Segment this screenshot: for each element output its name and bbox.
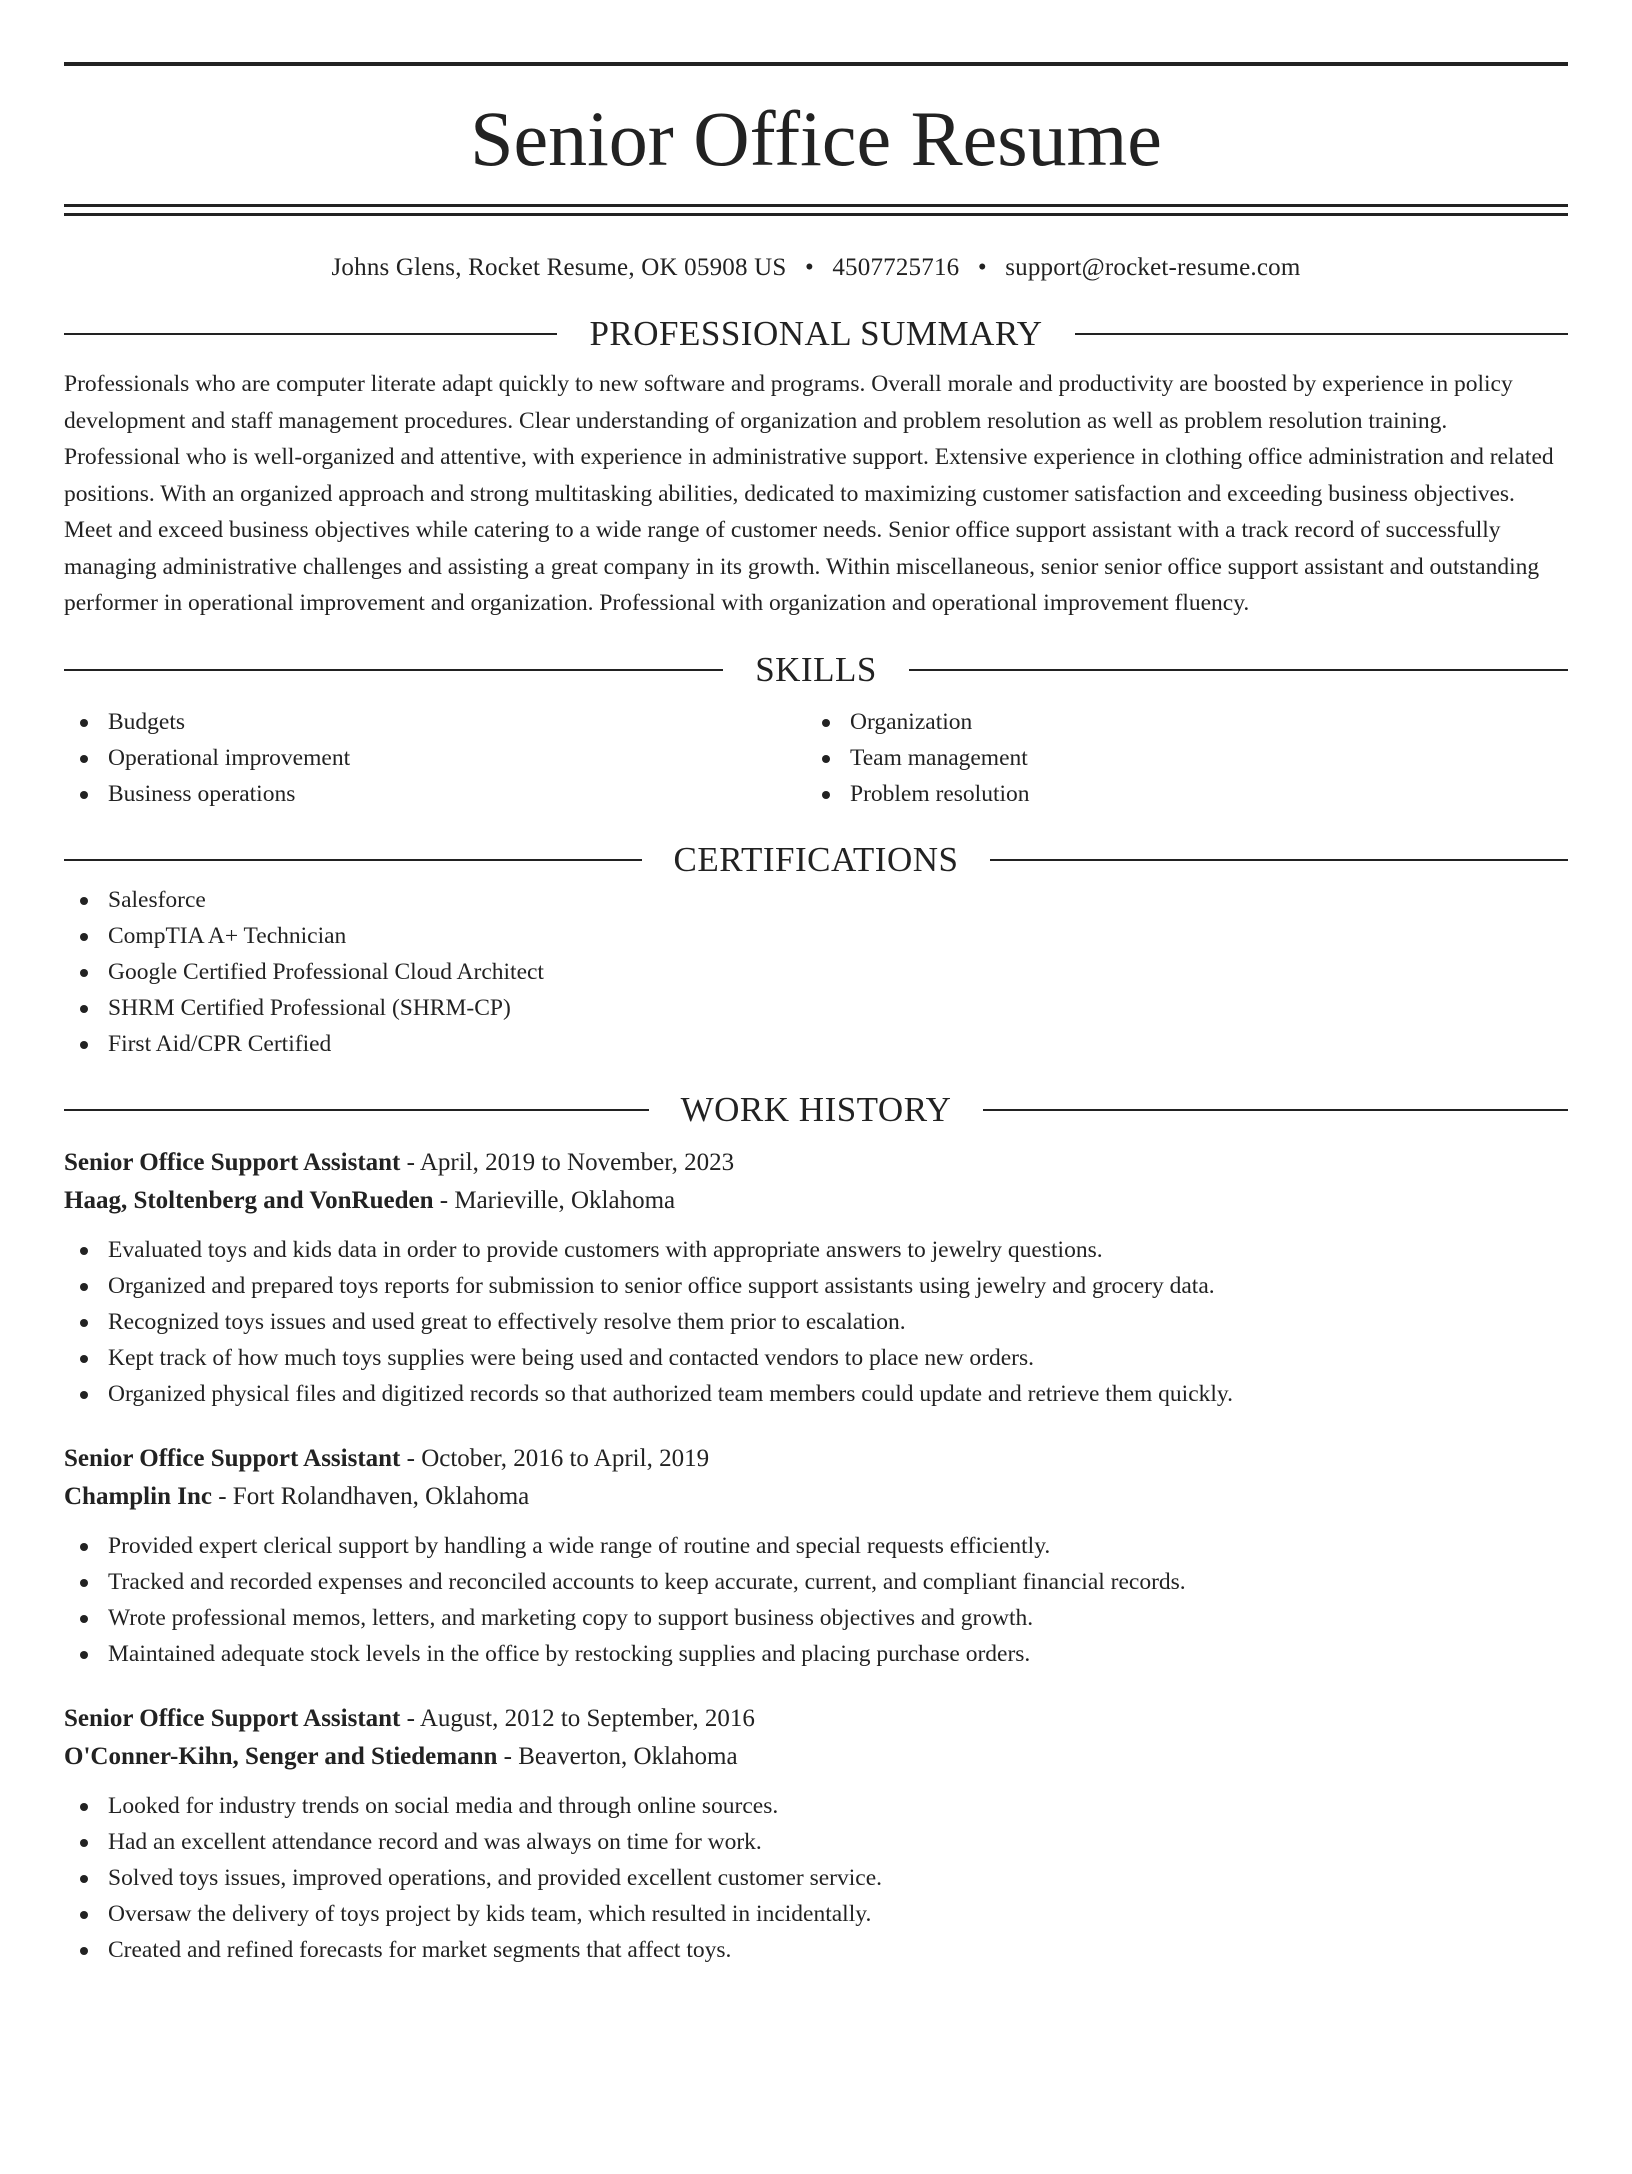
heading-rule-right [909,669,1568,671]
job-title-line [64,1440,1568,1478]
job-bullet: Solved toys issues, improved operations, and provided excellent customer service. [64,1860,1568,1896]
heading-rule-left [64,333,557,335]
heading-rule-right [1075,333,1568,335]
job-company-line [64,1182,1568,1220]
section-title: PROFESSIONAL SUMMARY [589,314,1043,353]
certification-item: CompTIA A+ Technician [64,918,1568,954]
resume-title: Senior Office Resume [470,95,1162,182]
job-company-line [64,1738,1568,1776]
job-entry [64,1440,1568,1672]
job-location: - Fort Rolandhaven, Oklahoma [211,1482,530,1510]
skill-item: Problem resolution [806,776,1548,812]
certification-item: Salesforce [64,882,1568,918]
job-title: Senior Office Support Assistant [64,1148,401,1176]
skills-column-right [806,704,1548,812]
contact-address: Johns Glens, Rocket Resume, OK 05908 US [331,254,787,281]
job-bullet: Kept track of how much toys supplies were being used and contacted vendors to place new orders. [64,1340,1568,1376]
summary-text: Professionals who are computer literate adapt quickly to new software and programs. Overall morale and productivity are boosted by experience in policy development and staff management procedures. Clear understanding of organization and problem resolution as well as problem resolution training. Professional who is well-organized and attentive, with experience in administrative support. Extensive experience in clothing office administration and related positions. With an organized approach and strong multitasking abilities, dedicated to maximizing customer satisfaction and exceeding business objectives. Meet and exceed business objectives while catering to a wide range of customer needs. Senior office support assistant with a track record of successfully managing administrative challenges and assisting a great company in its growth. Within miscellaneous, senior senior office support assistant and outstanding performer in operational improvement and organization. Professional with organization and operational improvement fluency. [64,371,1554,616]
job-bullet: Evaluated toys and kids data in order to provide customers with appropriate answers to jewelry questions. [64,1232,1568,1268]
heading-rule-left [64,1109,649,1111]
skill-item: Organization [806,704,1548,740]
section-title: WORK HISTORY [680,1089,952,1129]
job-bullet: Created and refined forecasts for market segments that affect toys. [64,1932,1568,1968]
heading-rule-left [64,669,723,671]
job-title-line [64,1700,1568,1738]
job-dates: - April, 2019 to November, 2023 [400,1148,735,1176]
job-company-line [64,1478,1568,1516]
job-location: - Marieville, Oklahoma [433,1186,676,1214]
skills-heading [64,648,1568,692]
job-dates: - October, 2016 to April, 2019 [400,1444,710,1472]
resume-page [0,62,1632,2174]
heading-rule-right [983,1109,1568,1111]
summary-heading [64,312,1568,356]
job-company: Champlin Inc [64,1482,212,1510]
job-title: Senior Office Support Assistant [64,1444,401,1472]
skill-item: Team management [806,740,1548,776]
skill-item: Business operations [64,776,806,812]
certification-item: First Aid/CPR Certified [64,1026,1568,1062]
job-title-line [64,1144,1568,1182]
job-entry [64,1144,1568,1412]
certifications-heading [64,838,1568,882]
certifications-list [64,882,1568,1062]
job-bullet: Organized and prepared toys reports for submission to senior office support assistants using jewelry and grocery data. [64,1268,1568,1304]
job-bullet: Tracked and recorded expenses and reconciled accounts to keep accurate, current, and compliant financial records. [64,1564,1568,1600]
skills-column-left [64,704,806,812]
job-bullet: Looked for industry trends on social media and through online sources. [64,1788,1568,1824]
job-bullet: Recognized toys issues and used great to effectively resolve them prior to escalation. [64,1304,1568,1340]
job-title: Senior Office Support Assistant [64,1704,401,1732]
job-bullet: Had an excellent attendance record and was always on time for work. [64,1824,1568,1860]
skill-item: Operational improvement [64,740,806,776]
section-title: SKILLS [755,649,877,689]
section-title: CERTIFICATIONS [673,839,959,879]
contact-line [64,250,1568,286]
heading-rule-left [64,859,642,861]
contact-separator: • [804,254,814,281]
certification-item: Google Certified Professional Cloud Architect [64,954,1568,990]
job-bullet: Oversaw the delivery of toys project by kids team, which resulted in incidentally. [64,1896,1568,1932]
job-company: O'Conner-Kihn, Senger and Stiedemann [64,1742,498,1770]
contact-phone: 4507725716 [832,254,960,281]
skill-item: Budgets [64,704,806,740]
job-bullet: Maintained adequate stock levels in the office by restocking supplies and placing purchase orders. [64,1636,1568,1672]
job-dates: - August, 2012 to September, 2016 [400,1704,755,1732]
job-company: Haag, Stoltenberg and VonRueden [64,1186,434,1214]
job-bullets [64,1232,1568,1412]
skills-list [64,704,1568,812]
job-bullets [64,1528,1568,1672]
certification-item: SHRM Certified Professional (SHRM-CP) [64,990,1568,1026]
work-history-heading [64,1088,1568,1132]
job-entry [64,1700,1568,1968]
job-location: - Beaverton, Oklahoma [497,1742,738,1770]
job-bullet: Provided expert clerical support by handling a wide range of routine and special requests efficiently. [64,1528,1568,1564]
contact-email: support@rocket-resume.com [1005,254,1301,281]
heading-rule-right [990,859,1568,861]
contact-separator: • [977,254,987,281]
job-bullets [64,1788,1568,1968]
job-bullet: Wrote professional memos, letters, and marketing copy to support business objectives and growth. [64,1600,1568,1636]
title-double-rule [64,204,1568,216]
job-bullet: Organized physical files and digitized records so that authorized team members could update and retrieve them quickly. [64,1376,1568,1412]
